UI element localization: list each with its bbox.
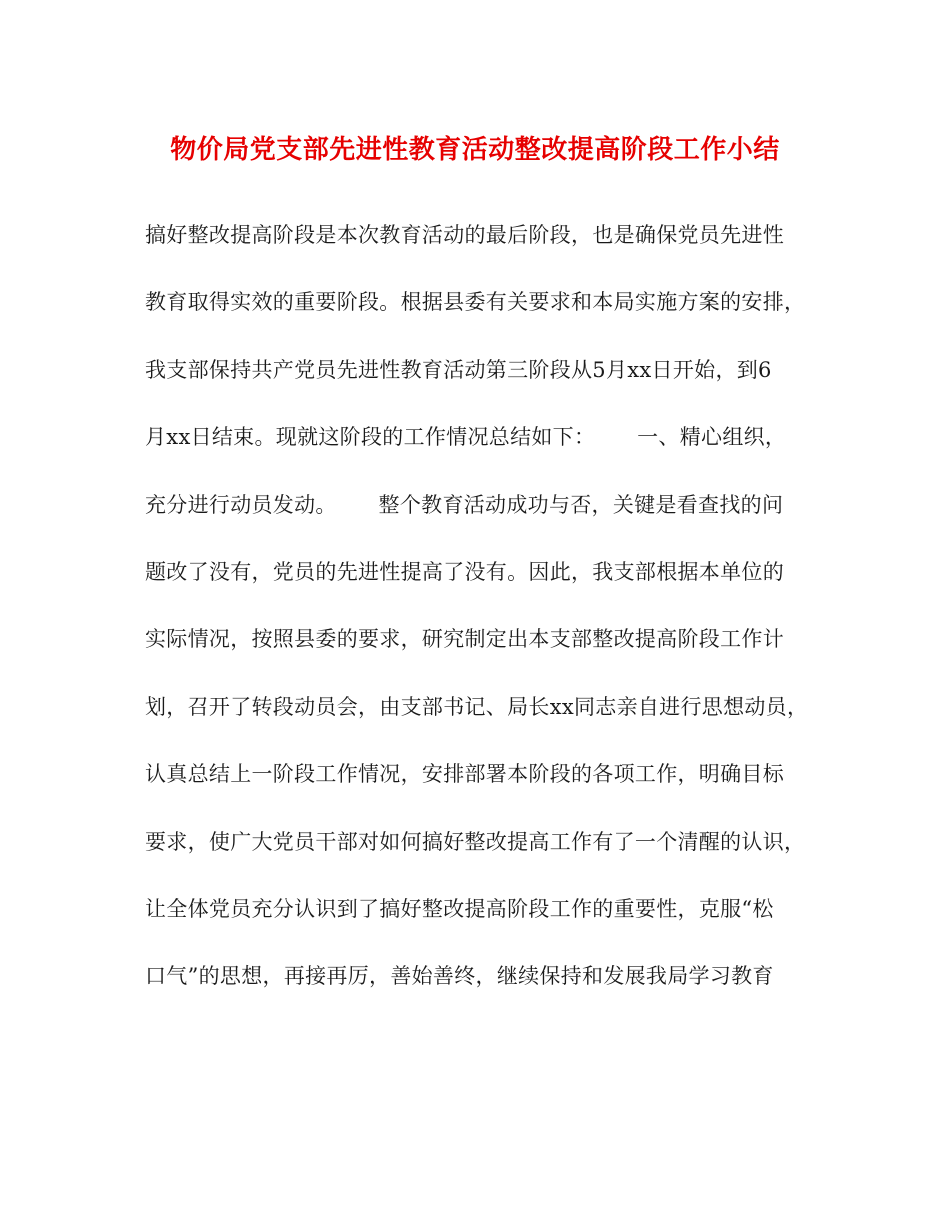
body-line: 认真总结上一阶段工作情况，安排部署本阶段的各项工作，明确目标 — [145, 762, 784, 787]
body-line: 教育取得实效的重要阶段。根据县委有关要求和本局实施方案的安排， — [145, 290, 806, 315]
body-line: 划，召开了转段动员会，由支部书记、局长xx同志亲自进行思想动员， — [145, 694, 809, 719]
document-title: 物价局党支部先进性教育活动整改提高阶段工作小结 — [170, 135, 780, 165]
body-line: 充分进行动员发动。 整个教育活动成功与否，关键是看查找的问 — [145, 492, 784, 517]
body-line: 让全体党员充分认识到了搞好整改提高阶段工作的重要性，克服“松 — [145, 896, 774, 921]
body-line: 搞好整改提高阶段是本次教育活动的最后阶段，也是确保党员先进性 — [145, 223, 784, 247]
body-line: 实际情况，按照县委的要求，研究制定出本支部整改提高阶段工作计 — [145, 627, 784, 652]
body-line: 要求，使广大党员干部对如何搞好整改提高工作有了一个清醒的认识， — [145, 829, 806, 854]
body-line: 题改了没有，党员的先进性提高了没有。因此，我支部根据本单位的 — [145, 559, 784, 584]
body-line: 我支部保持共产党员先进性教育活动第三阶段从5月xx日开始，到6 — [145, 357, 772, 382]
body-line: 月xx日结束。现就这阶段的工作情况总结如下： 一、精心组织， — [145, 425, 787, 450]
document-body — [145, 220, 825, 1029]
body-line: 口气”的思想，再接再厉，善始善终，继续保持和发展我局学习教育 — [145, 964, 774, 989]
